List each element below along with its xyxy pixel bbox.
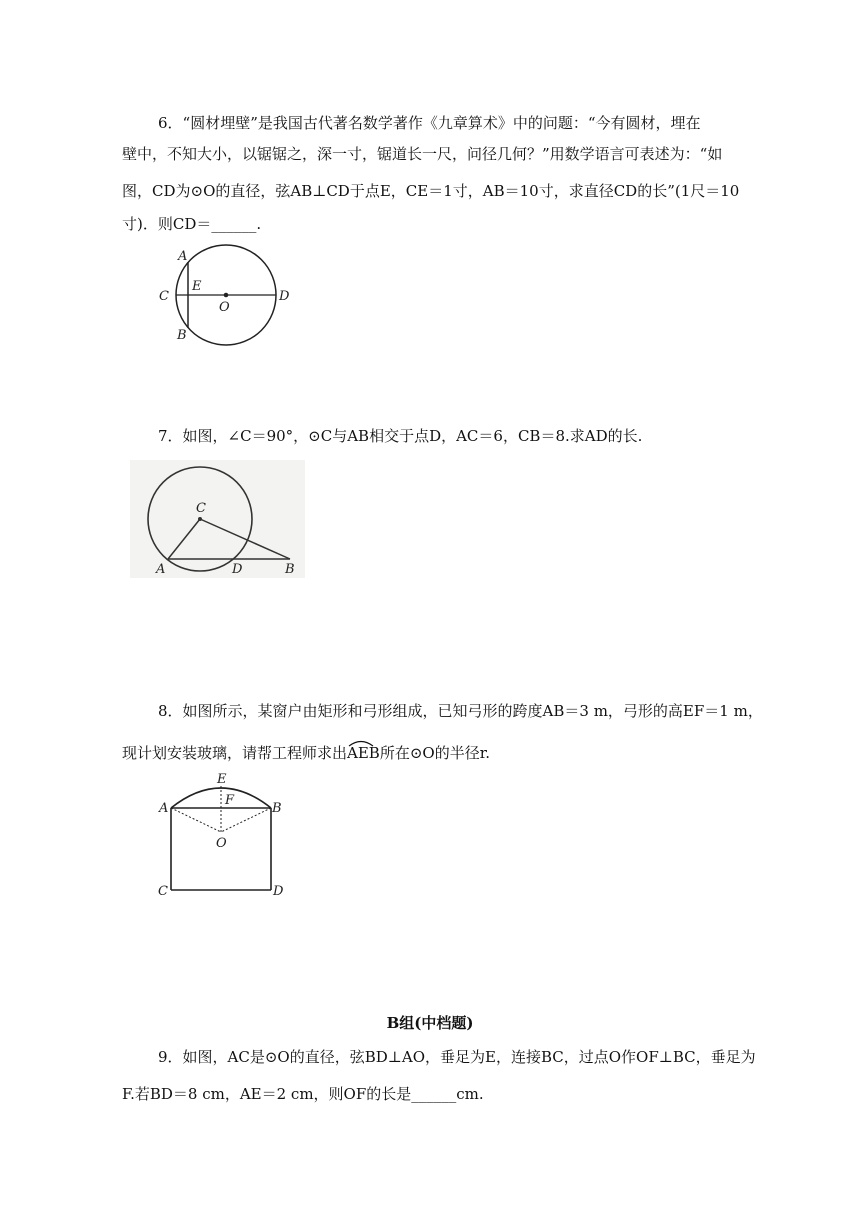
- arc-aeb-label: AEB: [347, 744, 380, 762]
- label-a: A: [178, 249, 188, 264]
- label-b: B: [285, 562, 295, 577]
- label-e: E: [217, 772, 227, 787]
- center-point: [224, 293, 229, 298]
- label-f: F: [225, 793, 235, 808]
- q8-line-2: [122, 742, 490, 763]
- q6-line-2: 壁中，不知大小，以锯锯之，深一寸，锯道长一尺，问径几何？”用数学语言可表述为：“如: [122, 145, 723, 163]
- segment-bo: [221, 808, 271, 832]
- q9-line-2: F.若BD＝8 cm，AE＝2 cm，则OF的长是______cm.: [122, 1085, 484, 1103]
- label-o: O: [216, 836, 227, 851]
- arc-symbol: [347, 739, 375, 747]
- q7-triangle-figure: [130, 460, 305, 578]
- q8-line-2-start: 现计划安装玻璃，请帮工程师求出: [122, 744, 348, 762]
- segment-ao: [171, 808, 221, 832]
- label-c: C: [196, 501, 206, 516]
- label-b: B: [272, 801, 282, 816]
- arc-aeb: [347, 744, 380, 762]
- label-d: D: [279, 289, 290, 304]
- label-d: D: [273, 884, 284, 899]
- q8-line-2-end: 所在⊙O的半径r.: [379, 744, 490, 762]
- q6-line-1: 6．“圆材埋壁”是我国古代著名数学著作《九章算术》中的问题：“今有圆材，埋在: [158, 114, 701, 132]
- label-c: C: [158, 884, 168, 899]
- q6-line-3: 图，CD为⊙O的直径，弦AB⊥CD于点E，CE＝1寸，AB＝10寸，求直径CD的长”(1尺＝10: [122, 182, 740, 200]
- center-c: [198, 517, 202, 521]
- label-d: D: [232, 562, 243, 577]
- label-a: A: [159, 801, 169, 816]
- group-b-heading: B组(中档题): [386, 1014, 474, 1032]
- label-b: B: [177, 328, 187, 343]
- label-e: E: [192, 279, 202, 294]
- figure-background: [130, 460, 305, 578]
- q7-line-1: 7．如图，∠C＝90°，⊙C与AB相交于点D，AC＝6，CB＝8.求AD的长.: [158, 427, 643, 445]
- q8-line-1: 8．如图所示，某窗户由矩形和弓形组成，已知弓形的跨度AB＝3 m，弓形的高EF＝1 m，: [158, 702, 763, 720]
- q6-circle-figure: [150, 240, 310, 355]
- q6-line-4: 寸)．则CD＝______.: [122, 215, 262, 233]
- q9-line-1: 9．如图，AC是⊙O的直径，弦BD⊥AO，垂足为E，连接BC，过点O作OF⊥BC，垂足为: [158, 1048, 756, 1066]
- label-a: A: [156, 562, 166, 577]
- label-c: C: [159, 289, 169, 304]
- q8-window-figure: [155, 770, 295, 900]
- label-o: O: [219, 300, 230, 315]
